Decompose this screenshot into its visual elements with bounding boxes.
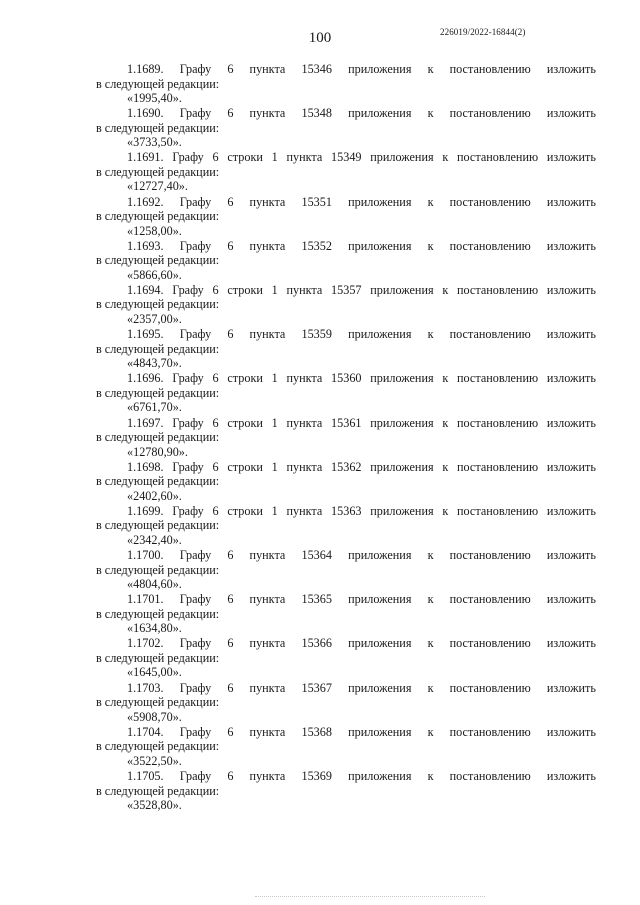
amendment-word: пункта xyxy=(249,238,286,253)
amendment-item xyxy=(96,371,596,415)
amendment-word: изложить xyxy=(546,459,596,474)
amendment-word: постановлению xyxy=(449,680,531,695)
amendment-word: 6 xyxy=(212,415,219,430)
amendment-word: Графу xyxy=(172,282,204,297)
amendment-word: 15368 xyxy=(301,724,332,739)
amendment-word: 1.1701. xyxy=(127,592,164,607)
amendment-word: изложить xyxy=(546,548,596,563)
page-number: 100 xyxy=(308,30,332,46)
amendment-word: изложить xyxy=(546,327,596,342)
amendment-item xyxy=(96,62,596,106)
amendment-item xyxy=(96,592,596,636)
amendment-heading-line xyxy=(96,239,596,254)
amendment-word: приложения xyxy=(348,106,412,121)
amendment-continuation-line: в следующей редакции: xyxy=(96,385,220,400)
amendment-item xyxy=(96,327,596,371)
amendment-word: постановлению xyxy=(449,106,531,121)
amendment-word: изложить xyxy=(546,680,596,695)
amendment-word: к xyxy=(427,327,434,342)
amendment-word: пункта xyxy=(249,592,286,607)
amendment-continuation-line: в следующей редакции: xyxy=(96,253,220,268)
amendment-word: 1.1705. xyxy=(127,769,164,783)
amendment-item xyxy=(96,106,596,150)
amendment-word: строки xyxy=(227,282,263,297)
amendment-word: пункта xyxy=(249,724,286,739)
amendment-word: 1.1696. xyxy=(127,371,164,386)
amendment-word: Графу xyxy=(172,415,204,430)
amendment-word: пункта xyxy=(249,680,286,695)
amendment-value: «12727,40». xyxy=(127,179,188,194)
amendment-word: 1.1698. xyxy=(127,459,164,474)
amendment-word: постановлению xyxy=(449,194,531,209)
amendment-word: постановлению xyxy=(457,503,539,518)
amendment-word: Графу xyxy=(179,769,212,783)
amendment-word: пункта xyxy=(249,62,286,76)
amendment-continuation-line: в следующей редакции: xyxy=(96,474,220,489)
amendment-word: 6 xyxy=(227,62,234,76)
amendment-heading-line xyxy=(96,327,596,342)
amendment-word: 6 xyxy=(227,592,234,607)
amendment-word: 1.1699. xyxy=(127,503,164,518)
amendment-word: к xyxy=(442,282,449,297)
amendment-value: «5908,70». xyxy=(127,709,182,724)
amendment-word: постановлению xyxy=(449,724,531,739)
amendment-word: 1.1703. xyxy=(127,680,164,695)
amendment-word: Графу xyxy=(179,62,212,76)
amendment-item xyxy=(96,681,596,725)
amendment-word: постановлению xyxy=(449,769,531,783)
amendment-word: пункта xyxy=(286,503,323,518)
amendment-item xyxy=(96,416,596,460)
amendment-word: строки xyxy=(227,459,263,474)
amendment-word: приложения xyxy=(348,724,412,739)
amendment-word: пункта xyxy=(249,548,286,563)
amendment-word: пункта xyxy=(286,415,323,430)
amendment-word: 15364 xyxy=(301,548,332,563)
amendment-heading-line xyxy=(96,592,596,607)
amendment-heading-line xyxy=(96,371,596,386)
amendment-continuation-line: в следующей редакции: xyxy=(96,297,220,312)
amendment-word: Графу xyxy=(179,238,212,253)
amendment-word: 6 xyxy=(227,327,234,342)
amendment-word: 6 xyxy=(227,636,234,651)
amendment-word: Графу xyxy=(172,371,204,386)
amendment-word: постановлению xyxy=(457,150,539,165)
amendment-heading-line xyxy=(96,283,596,298)
amendment-item xyxy=(96,239,596,283)
amendment-word: изложить xyxy=(546,106,596,121)
amendment-word: Графу xyxy=(179,724,212,739)
amendment-word: 6 xyxy=(212,371,219,386)
amendment-word: приложения xyxy=(348,62,412,76)
amendment-continuation-line: в следующей редакции: xyxy=(96,120,220,135)
amendment-continuation-line: в следующей редакции: xyxy=(96,739,220,754)
amendment-word: 1.1690. xyxy=(127,106,164,121)
amendment-heading-line xyxy=(96,504,596,519)
amendment-word: приложения xyxy=(370,371,434,386)
amendment-word: 1 xyxy=(271,371,278,386)
amendment-word: 6 xyxy=(212,150,219,165)
document-id: 226019/2022-16844(2) xyxy=(440,27,526,37)
amendment-word: изложить xyxy=(546,769,596,783)
amendment-item xyxy=(96,548,596,592)
amendment-word: приложения xyxy=(348,194,412,209)
amendment-heading-line xyxy=(96,548,596,563)
amendment-word: приложения xyxy=(348,769,412,783)
amendment-value: «6761,70». xyxy=(127,400,182,415)
amendment-word: 6 xyxy=(227,106,234,121)
amendment-heading-line xyxy=(96,681,596,696)
amendment-value: «2342,40». xyxy=(127,532,182,547)
amendment-word: постановлению xyxy=(449,62,531,76)
amendment-word: постановлению xyxy=(457,282,539,297)
amendment-word: 6 xyxy=(227,238,234,253)
amendment-heading-line xyxy=(96,769,596,784)
amendment-word: изложить xyxy=(546,371,596,386)
amendment-value: «2402,60». xyxy=(127,488,182,503)
amendment-continuation-line: в следующей редакции: xyxy=(96,783,220,798)
amendment-value: «4843,70». xyxy=(127,356,182,371)
amendment-value: «3733,50». xyxy=(127,135,182,150)
amendment-word: изложить xyxy=(546,636,596,651)
amendment-word: приложения xyxy=(348,238,412,253)
amendment-word: Графу xyxy=(172,150,204,165)
amendment-word: 15366 xyxy=(301,636,332,651)
amendment-list xyxy=(96,62,596,813)
amendment-value: «12780,90». xyxy=(127,444,188,459)
amendment-word: строки xyxy=(227,503,263,518)
amendment-word: приложения xyxy=(370,459,434,474)
amendment-word: 15360 xyxy=(331,371,362,386)
amendment-word: приложения xyxy=(370,282,434,297)
amendment-word: постановлению xyxy=(449,548,531,563)
amendment-continuation-line: в следующей редакции: xyxy=(96,164,220,179)
amendment-word: 15349 xyxy=(331,150,362,165)
amendment-word: к xyxy=(427,636,434,651)
amendment-continuation-line: в следующей редакции: xyxy=(96,606,220,621)
amendment-word: постановлению xyxy=(449,636,531,651)
amendment-word: приложения xyxy=(348,327,412,342)
amendment-word: 1.1689. xyxy=(127,62,164,76)
amendment-word: 1.1695. xyxy=(127,327,164,342)
amendment-heading-line xyxy=(96,416,596,431)
amendment-item xyxy=(96,636,596,680)
amendment-word: пункта xyxy=(249,106,286,121)
amendment-word: к xyxy=(427,592,434,607)
amendment-value: «1995,40». xyxy=(127,91,182,105)
amendment-word: постановлению xyxy=(449,592,531,607)
amendment-item xyxy=(96,150,596,194)
amendment-word: 1.1691. xyxy=(127,150,164,165)
amendment-word: строки xyxy=(227,150,263,165)
amendment-word: 15357 xyxy=(331,282,362,297)
amendment-word: изложить xyxy=(546,238,596,253)
amendment-word: 15365 xyxy=(301,592,332,607)
amendment-word: 1.1693. xyxy=(127,238,164,253)
amendment-value: «5866,60». xyxy=(127,267,182,282)
amendment-word: к xyxy=(427,194,434,209)
amendment-word: 1.1700. xyxy=(127,548,164,563)
amendment-item xyxy=(96,283,596,327)
amendment-word: 15367 xyxy=(301,680,332,695)
amendment-word: 6 xyxy=(227,194,234,209)
amendment-continuation-line: в следующей редакции: xyxy=(96,76,220,91)
amendment-word: 15352 xyxy=(301,238,332,253)
amendment-word: пункта xyxy=(286,282,323,297)
amendment-heading-line xyxy=(96,636,596,651)
amendment-word: 1 xyxy=(271,415,278,430)
amendment-heading-line xyxy=(96,62,596,77)
amendment-heading-line xyxy=(96,106,596,121)
amendment-word: Графу xyxy=(179,106,212,121)
amendment-value: «1634,80». xyxy=(127,621,182,636)
amendment-word: 1.1694. xyxy=(127,282,164,297)
amendment-word: постановлению xyxy=(457,371,539,386)
amendment-continuation-line: в следующей редакции: xyxy=(96,341,220,356)
amendment-word: 6 xyxy=(227,724,234,739)
amendment-word: 1.1702. xyxy=(127,636,164,651)
amendment-item xyxy=(96,769,596,813)
amendment-word: 6 xyxy=(227,769,234,783)
amendment-word: Графу xyxy=(179,636,212,651)
amendment-word: к xyxy=(442,150,449,165)
amendment-word: изложить xyxy=(546,503,596,518)
amendment-word: постановлению xyxy=(449,327,531,342)
amendment-word: 15346 xyxy=(301,62,332,76)
amendment-continuation-line: в следующей редакции: xyxy=(96,430,220,444)
amendment-word: Графу xyxy=(179,548,212,563)
amendment-word: постановлению xyxy=(457,415,539,430)
amendment-value: «2357,00». xyxy=(127,311,182,326)
amendment-word: к xyxy=(427,106,434,121)
amendment-word: 1.1704. xyxy=(127,724,164,739)
amendment-word: 6 xyxy=(227,680,234,695)
amendment-word: 15362 xyxy=(331,459,362,474)
amendment-word: пункта xyxy=(249,636,286,651)
amendment-word: приложения xyxy=(348,592,412,607)
amendment-word: постановлению xyxy=(449,238,531,253)
amendment-item xyxy=(96,725,596,769)
amendment-continuation-line: в следующей редакции: xyxy=(96,562,220,577)
amendment-word: Графу xyxy=(179,327,212,342)
amendment-continuation-line: в следующей редакции: xyxy=(96,695,220,710)
amendment-item xyxy=(96,195,596,239)
amendment-item xyxy=(96,504,596,548)
amendment-value: «3522,50». xyxy=(127,753,182,768)
amendment-word: пункта xyxy=(286,459,323,474)
amendment-word: к xyxy=(427,724,434,739)
amendment-word: строки xyxy=(227,371,263,386)
amendment-word: приложения xyxy=(370,415,434,430)
amendment-word: приложения xyxy=(348,680,412,695)
amendment-word: к xyxy=(442,371,449,386)
amendment-word: Графу xyxy=(172,503,204,518)
amendment-word: 15369 xyxy=(301,769,332,783)
amendment-word: изложить xyxy=(546,194,596,209)
amendment-word: к xyxy=(442,503,449,518)
amendment-word: 6 xyxy=(227,548,234,563)
page-bottom-smudge xyxy=(255,896,485,901)
amendment-word: приложения xyxy=(348,636,412,651)
amendment-heading-line xyxy=(96,195,596,210)
amendment-word: 6 xyxy=(212,503,219,518)
amendment-word: 1 xyxy=(271,150,278,165)
amendment-word: пункта xyxy=(286,150,323,165)
amendment-word: 1 xyxy=(271,503,278,518)
amendment-word: изложить xyxy=(546,150,596,165)
amendment-value: «3528,80». xyxy=(127,798,182,812)
amendment-word: к xyxy=(427,62,434,76)
amendment-word: изложить xyxy=(546,724,596,739)
amendment-word: к xyxy=(427,238,434,253)
amendment-value: «4804,60». xyxy=(127,577,182,592)
amendment-word: 6 xyxy=(212,459,219,474)
amendment-heading-line xyxy=(96,460,596,475)
amendment-word: Графу xyxy=(179,592,212,607)
amendment-word: к xyxy=(442,459,449,474)
amendment-word: Графу xyxy=(179,680,212,695)
amendment-value: «1645,00». xyxy=(127,665,182,680)
amendment-word: 1.1697. xyxy=(127,415,164,430)
amendment-word: приложения xyxy=(370,503,434,518)
amendment-word: изложить xyxy=(546,282,596,297)
amendment-word: постановлению xyxy=(457,459,539,474)
amendment-word: 15359 xyxy=(301,327,332,342)
amendment-word: приложения xyxy=(348,548,412,563)
amendment-word: к xyxy=(427,548,434,563)
amendment-value: «1258,00». xyxy=(127,223,182,238)
amendment-word: 1 xyxy=(271,459,278,474)
amendment-word: пункта xyxy=(249,194,286,209)
amendment-continuation-line: в следующей редакции: xyxy=(96,518,220,533)
amendment-word: 15363 xyxy=(331,503,362,518)
amendment-word: изложить xyxy=(546,415,596,430)
amendment-word: приложения xyxy=(370,150,434,165)
amendment-word: изложить xyxy=(546,62,596,76)
amendment-word: к xyxy=(427,769,434,783)
amendment-word: 1 xyxy=(271,282,278,297)
amendment-word: 6 xyxy=(212,282,219,297)
amendment-word: к xyxy=(442,415,449,430)
amendment-continuation-line: в следующей редакции: xyxy=(96,650,220,665)
amendment-word: пункта xyxy=(249,327,286,342)
amendment-word: строки xyxy=(227,415,263,430)
amendment-word: 15348 xyxy=(301,106,332,121)
amendment-word: изложить xyxy=(546,592,596,607)
amendment-word: 15351 xyxy=(301,194,332,209)
amendment-word: пункта xyxy=(249,769,286,783)
amendment-word: к xyxy=(427,680,434,695)
amendment-heading-line xyxy=(96,150,596,165)
amendment-word: Графу xyxy=(172,459,204,474)
amendment-word: Графу xyxy=(179,194,212,209)
amendment-word: пункта xyxy=(286,371,323,386)
amendment-item xyxy=(96,460,596,504)
amendment-word: 1.1692. xyxy=(127,194,164,209)
amendment-heading-line xyxy=(96,725,596,740)
amendment-continuation-line: в следующей редакции: xyxy=(96,209,220,224)
amendment-word: 15361 xyxy=(331,415,362,430)
